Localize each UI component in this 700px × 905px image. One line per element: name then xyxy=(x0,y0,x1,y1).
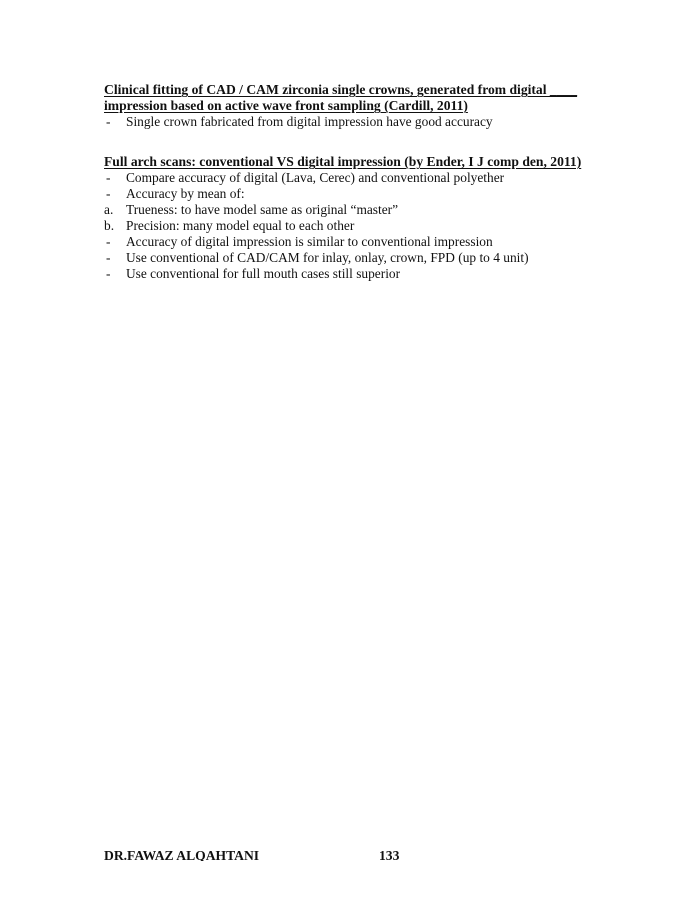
section-clinical-fitting xyxy=(104,82,604,130)
list-item xyxy=(104,202,604,218)
section-heading-line: impression based on active wave front sampling (Cardill, 2011) xyxy=(104,98,468,113)
list-item xyxy=(104,266,604,282)
list-item xyxy=(104,250,604,266)
list-item xyxy=(104,170,604,186)
page-content xyxy=(104,82,604,282)
list-item xyxy=(104,114,604,130)
list-item-text: Compare accuracy of digital (Lava, Cerec) and conventional polyether xyxy=(126,170,505,185)
section-full-arch-scans xyxy=(104,154,604,282)
page-footer xyxy=(104,848,604,861)
page-number: 133 xyxy=(379,848,400,861)
list-marker: - xyxy=(106,114,111,129)
list-item xyxy=(104,234,604,250)
list-item xyxy=(104,218,604,234)
list-marker: - xyxy=(106,266,111,281)
list-item-text: Single crown fabricated from digital impression have good accuracy xyxy=(126,114,493,129)
list-marker: - xyxy=(106,170,111,185)
section-heading-line: Clinical fitting of CAD / CAM zirconia single crowns, generated from digital ____ xyxy=(104,82,578,97)
list-marker: a. xyxy=(104,202,114,217)
list-item-text: Trueness: to have model same as original “master” xyxy=(126,202,399,217)
bullet-list xyxy=(104,114,604,130)
list-item-text: Precision: many model equal to each other xyxy=(126,218,355,233)
bullet-list xyxy=(104,234,604,282)
list-item-text: Use conventional of CAD/CAM for inlay, onlay, crown, FPD (up to 4 unit) xyxy=(126,250,529,265)
section-heading-line: Full arch scans: conventional VS digital impression (by Ender, I J comp den, 2011) xyxy=(104,154,582,169)
lettered-list xyxy=(104,202,604,234)
bullet-list xyxy=(104,170,604,202)
list-marker: - xyxy=(106,234,111,249)
list-marker: - xyxy=(106,250,111,265)
list-item-text: Accuracy by mean of: xyxy=(126,186,245,201)
list-marker: - xyxy=(106,186,111,201)
list-item-text: Use conventional for full mouth cases still superior xyxy=(126,266,401,281)
list-item-text: Accuracy of digital impression is similar to conventional impression xyxy=(126,234,493,249)
footer-author: DR.FAWAZ ALQAHTANI xyxy=(104,848,260,861)
list-marker: b. xyxy=(104,218,115,233)
list-item xyxy=(104,186,604,202)
